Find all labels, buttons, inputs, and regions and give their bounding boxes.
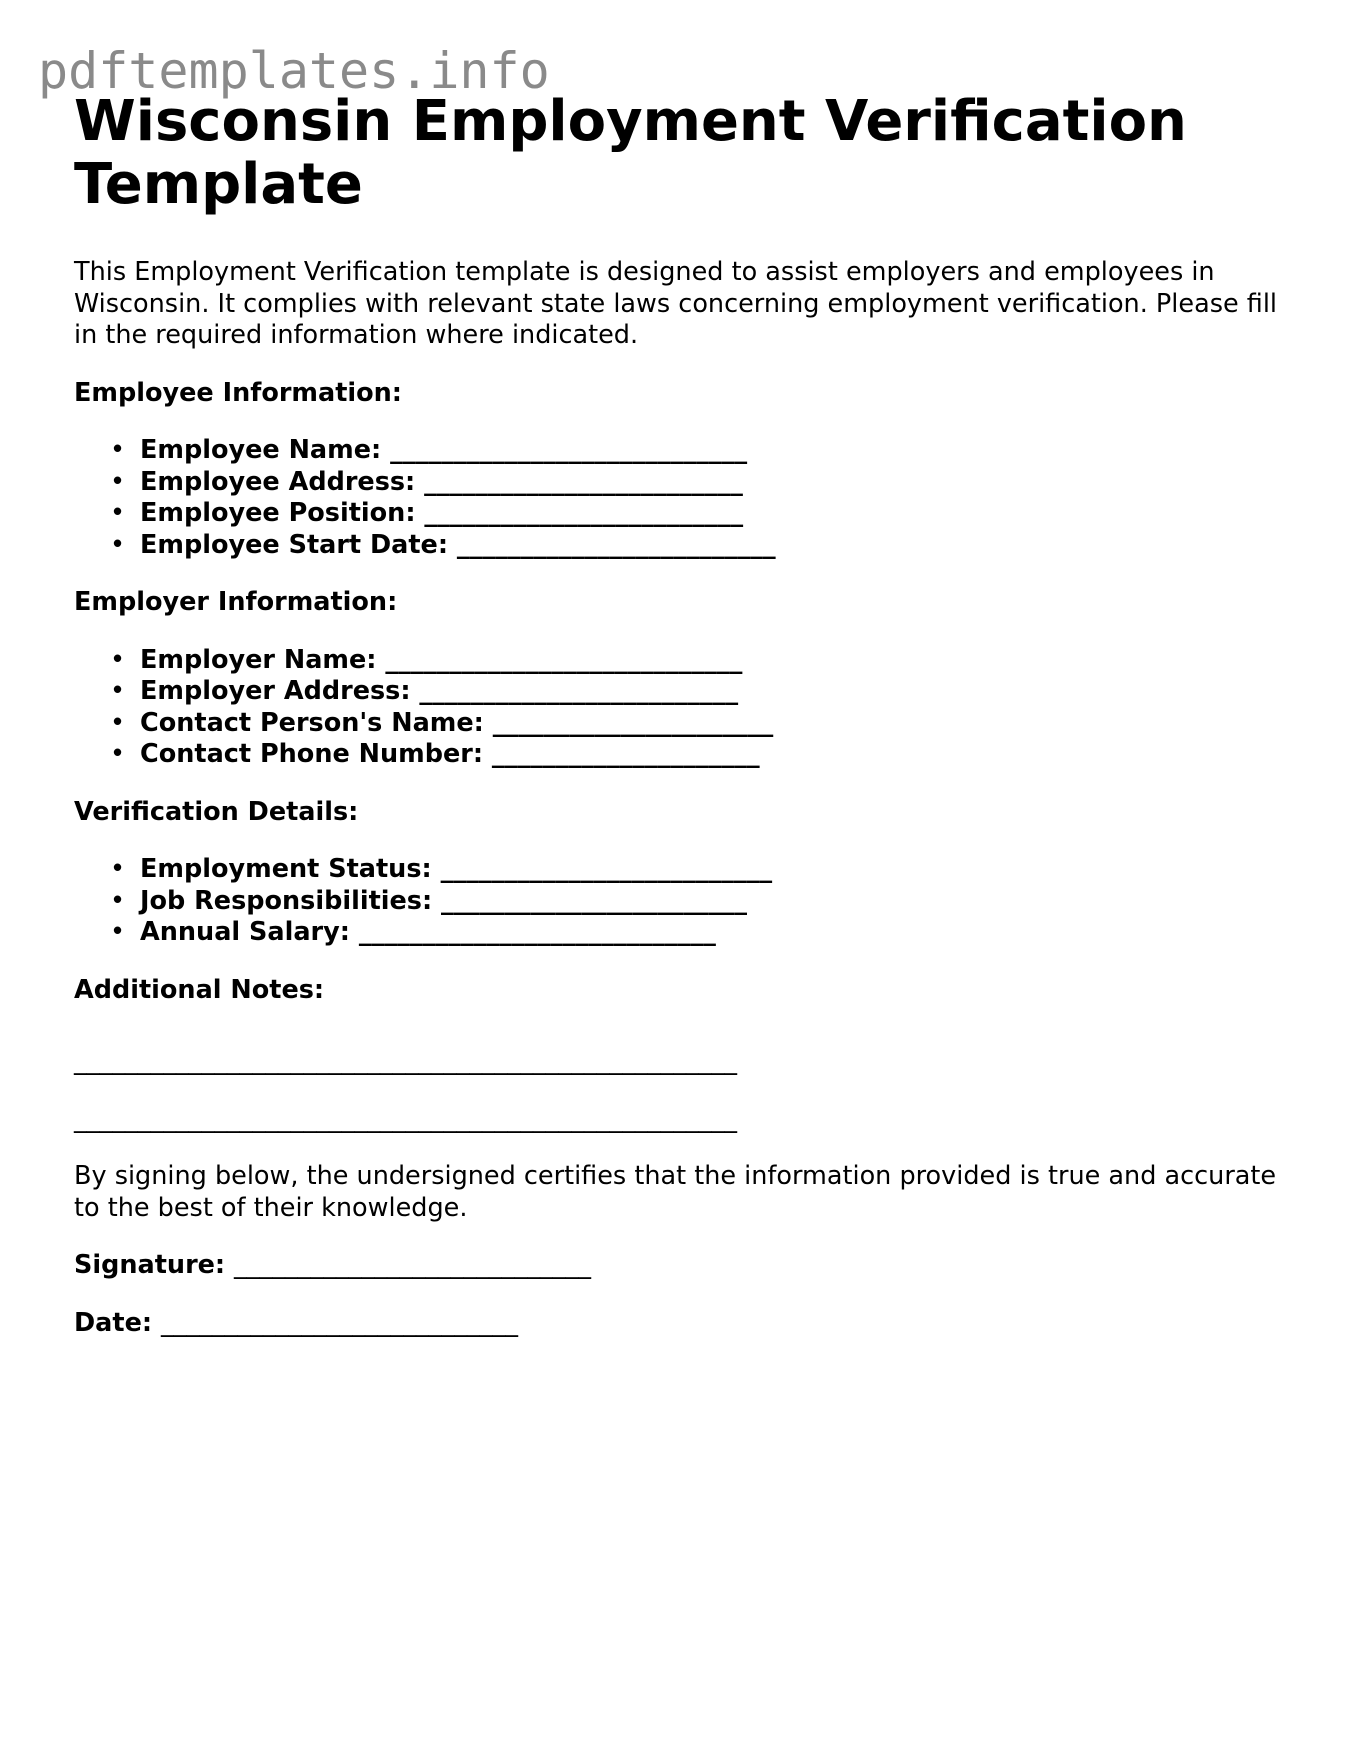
verification-section-heading: Verification Details:: [74, 796, 359, 827]
notes-section-heading: Additional Notes:: [74, 974, 325, 1005]
employee-start-date-field[interactable]: • Employee Start Date: _________________________: [140, 530, 1284, 562]
contact-person-name-field[interactable]: • Contact Person's Name: ______________________: [140, 708, 1284, 740]
date-line[interactable]: ____________________________: [160, 1307, 518, 1338]
employee-position-field[interactable]: • Employee Position: _________________________: [140, 498, 1284, 530]
document-page: [74, 90, 1284, 1339]
signature-line[interactable]: ____________________________: [234, 1250, 592, 1280]
employee-address-field[interactable]: • Employee Address: _________________________: [140, 467, 1284, 499]
employer-address-field[interactable]: • Employer Address: _________________________: [140, 676, 1284, 708]
certification-statement: By signing below, the undersigned certifies that the information provided is true and accurate to the best of their knowledge.: [74, 1161, 1277, 1223]
date-label: Date:: [74, 1307, 161, 1338]
employer-field-list: [74, 645, 1284, 771]
watermark-text: pdftemplates.info: [38, 42, 550, 100]
job-responsibilities-field[interactable]: • Job Responsibilities: ________________________: [140, 886, 1284, 918]
intro-paragraph: This Employment Verification template is designed to assist employers and employees in Wisconsin. It complies with relevant state laws concerning employment verification. Please fill in the required information where indicated.: [74, 257, 1278, 350]
document-title: Wisconsin Employment Verification Template: [74, 89, 1187, 217]
employment-status-field[interactable]: • Employment Status: __________________________: [140, 854, 1284, 886]
signature-row[interactable]: [74, 1250, 1284, 1282]
signature-label: Signature:: [74, 1250, 235, 1280]
contact-phone-number-field[interactable]: • Contact Phone Number: _____________________: [140, 739, 1284, 771]
annual-salary-field[interactable]: • Annual Salary: ____________________________: [140, 917, 1284, 949]
notes-line-1[interactable]: ____________________________________________________: [74, 1046, 737, 1076]
employer-name-field[interactable]: • Employer Name: ____________________________: [140, 645, 1284, 677]
employee-field-list: [74, 435, 1284, 561]
notes-line-2[interactable]: ____________________________________________________: [74, 1103, 737, 1134]
verification-field-list: [74, 854, 1284, 949]
date-row[interactable]: [74, 1308, 1284, 1340]
employee-section-heading: Employee Information:: [74, 377, 403, 408]
employee-name-field[interactable]: • Employee Name: ____________________________: [140, 435, 1284, 467]
employer-section-heading: Employer Information:: [74, 587, 398, 617]
